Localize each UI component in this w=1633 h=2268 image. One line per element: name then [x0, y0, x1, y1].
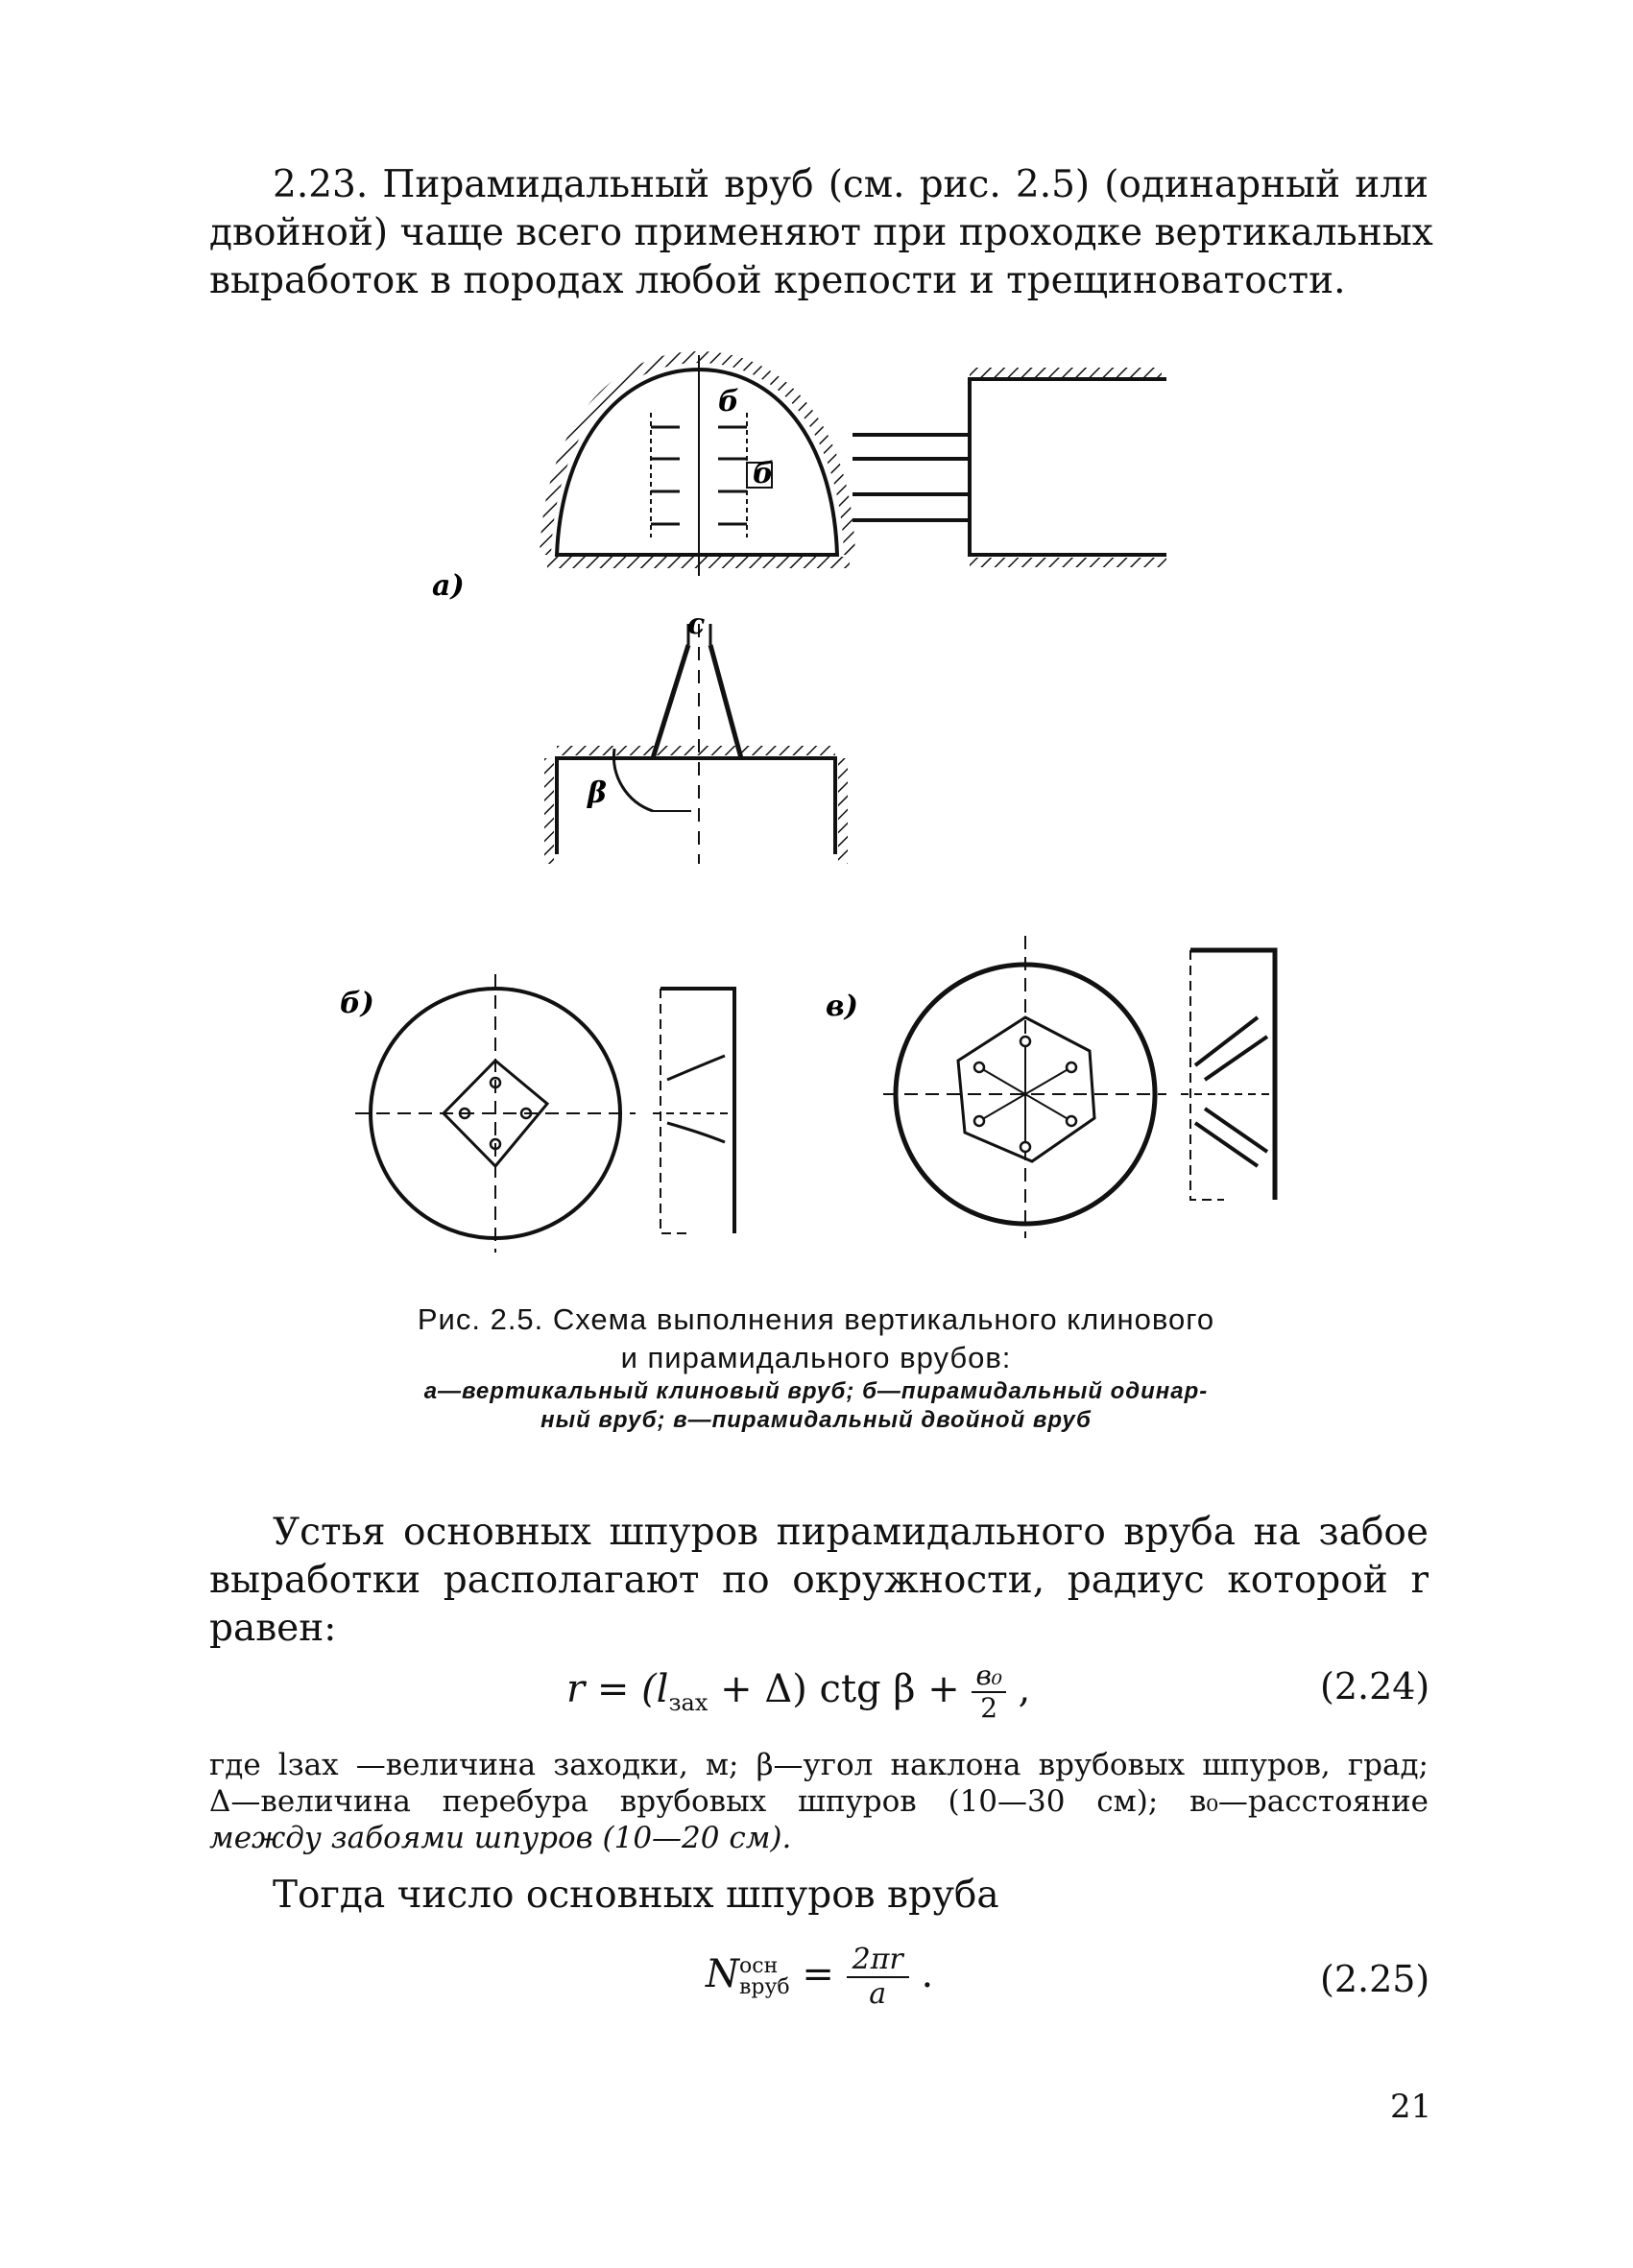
formula-2-24-mid: + Δ) ctg β +: [708, 1667, 973, 1711]
label-a: а): [432, 569, 465, 603]
formula-2-24-frac-num: в₀: [972, 1660, 1006, 1693]
caption-title-line-2: и пирамидального врубов:: [620, 1341, 1012, 1374]
paragraph-2-23-line-2: двойной) чаще всего применяют при проходке вертикальных: [209, 211, 1433, 254]
mark-beta: β: [588, 776, 607, 810]
paragraph-2-23-line-1: 2.23. Пирамидальный вруб (см. рис. 2.5) (одинарный или: [273, 163, 1429, 206]
caption-title-line-1: Рис. 2.5. Схема выполнения вертикального клинового: [417, 1302, 1215, 1336]
mark-b-side: б: [753, 457, 774, 490]
formula-2-25-eq: =: [789, 1952, 847, 1996]
formula-2-25-number: (2.25): [1320, 1958, 1430, 2000]
formula-2-25-frac-den: a: [869, 1977, 887, 2011]
formula-2-25: [706, 1944, 933, 2011]
label-v: в): [826, 990, 858, 1023]
paragraph-then-line-1: Тогда число основных шпуров вруба: [273, 1874, 999, 1917]
definitions-line-1: где lзах —величина заходки, м; β—угол наклона врубовых шпуров, град;: [209, 1748, 1429, 1782]
figure-caption: [288, 1301, 1344, 1435]
paragraph-main: [209, 1509, 1429, 1653]
formula-2-25-sub: вруб: [739, 1975, 790, 1999]
paragraph-main-line-2: выработки располагают по окружности, радиус которой r: [209, 1559, 1429, 1602]
caption-legend-line-1: а—вертикальный клиновый вруб; б—пирамидальный одинар-: [423, 1378, 1209, 1404]
paragraph-then: [209, 1872, 1429, 1920]
paragraph-main-line-3: равен:: [209, 1607, 337, 1650]
figure-b-single-pyramid: [355, 974, 734, 1253]
formula-2-24-sub: зах: [668, 1689, 708, 1716]
figure-a-arch-section: [545, 355, 850, 576]
page-number: 21: [1390, 2088, 1432, 2126]
mark-c: с: [687, 608, 706, 641]
caption-legend-line-2: ный вруб; в—пирамидальный двойной вруб: [540, 1407, 1092, 1433]
paragraph-main-line-1: Устья основных шпуров пирамидального вруба на забое: [273, 1511, 1429, 1554]
formula-2-25-tail: .: [908, 1952, 934, 1996]
formula-2-25-frac-num: 2πr: [847, 1944, 909, 1978]
mark-b-upper: б: [718, 385, 739, 418]
formula-2-25-sup: осн: [739, 1954, 779, 1978]
paragraph-2-23-line-3: выработок в породах любой крепости и трещиноватости.: [209, 259, 1346, 302]
formula-2-24-tail: ,: [1005, 1667, 1031, 1711]
figure-a-wedge-section: [549, 608, 843, 864]
definitions: [209, 1747, 1429, 1856]
figure-v-double-pyramid: [883, 936, 1277, 1238]
label-b: б): [340, 987, 374, 1020]
definitions-line-2: Δ—величина перебура врубовых шпуров (10—30 см); в₀—расстояние: [209, 1784, 1429, 1819]
figure-a-longitudinal-view: [853, 372, 1166, 562]
formula-2-24: [566, 1660, 1030, 1727]
formula-2-25-lhs: N: [706, 1952, 739, 1996]
formula-2-24-frac-den: 2: [980, 1692, 998, 1724]
formula-2-24-number: (2.24): [1320, 1665, 1430, 1707]
formula-2-24-lhs: r = (l: [566, 1667, 669, 1711]
definitions-line-3: между забоями шпуров (10—20 см).: [209, 1821, 792, 1855]
